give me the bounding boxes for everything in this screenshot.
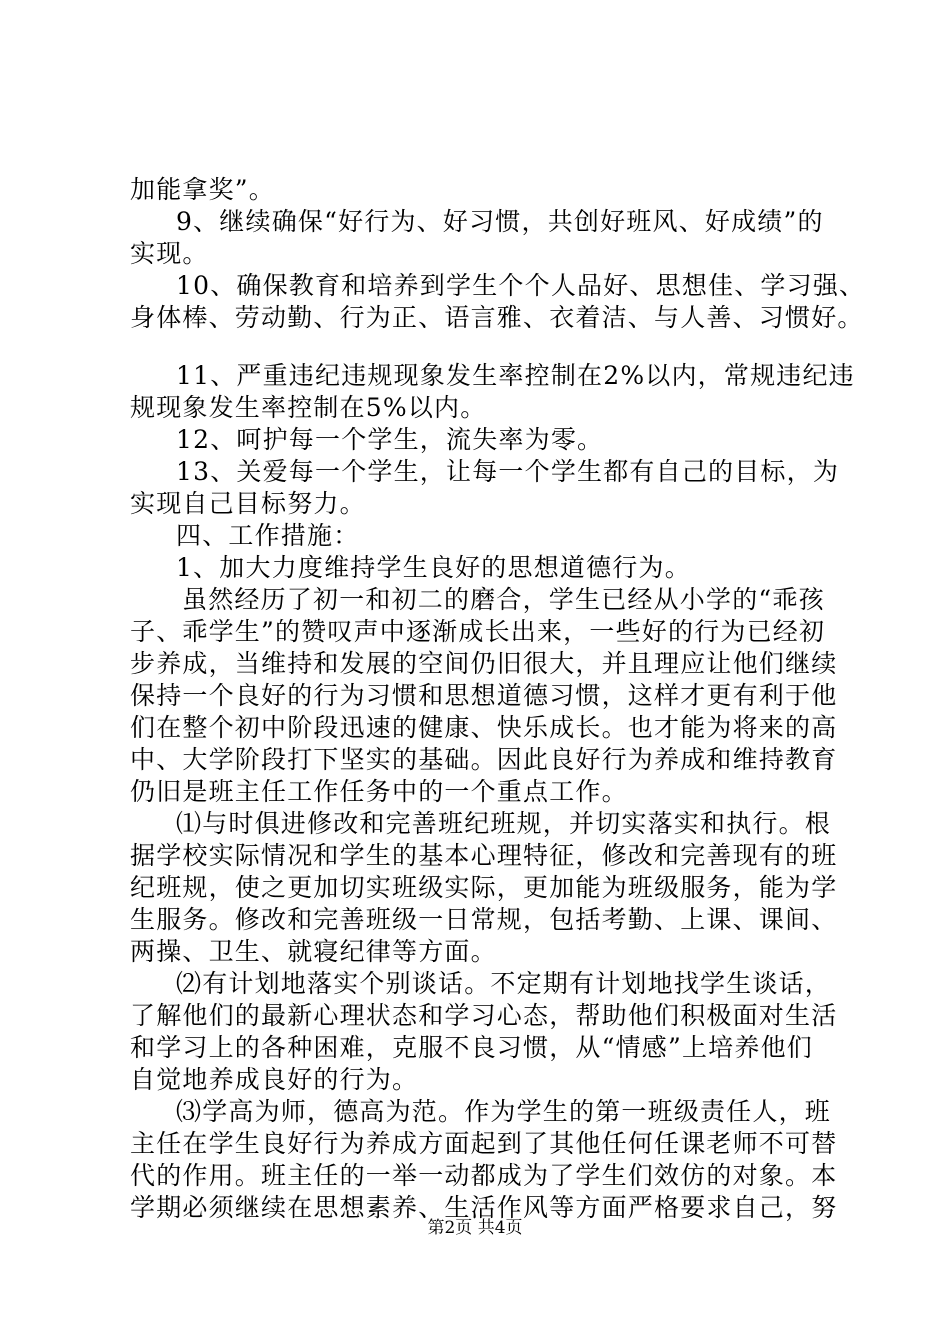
paragraph-line: 学期必须继续在思想素养、生活作风等方面严格要求自己，努 [130, 1193, 838, 1222]
paragraph-line: 12、呵护每一个学生，流失率为零。 [176, 425, 604, 454]
paragraph-line: 子、乖学生”的赞叹声中逐渐成长出来，一些好的行为已经初 [130, 617, 826, 646]
paragraph-line: 实现自己目标努力。 [130, 489, 366, 518]
paragraph-line: 和学习上的各种困难，克服不良习惯，从“情感”上培养他们 [130, 1033, 813, 1062]
paragraph-line: ⑵有计划地落实个别谈话。不定期有计划地找学生谈话， [176, 969, 832, 998]
paragraph-line: 13、关爱每一个学生，让每一个学生都有自己的目标，为 [176, 457, 840, 486]
paragraph-line: 步养成，当维持和发展的空间仍旧很大，并且理应让他们继续 [130, 649, 838, 678]
paragraph-line: ⑴与时俱进修改和完善班纪班规，并切实落实和执行。根 [176, 809, 832, 838]
paragraph-line: 11、严重违纪违规现象发生率控制在2%以内，常规违纪违 [176, 361, 855, 390]
paragraph-line: 实现。 [130, 239, 209, 268]
paragraph-line: 中、大学阶段打下坚实的基础。因此良好行为养成和维持教育 [130, 745, 838, 774]
paragraph-line: 们在整个初中阶段迅速的健康、快乐成长。也才能为将来的高 [130, 713, 838, 742]
paragraph-line: 规现象发生率控制在5%以内。 [130, 393, 487, 422]
paragraph-line: 生服务。修改和完善班级一日常规，包括考勤、上课、课间、 [130, 905, 838, 934]
paragraph-line: 据学校实际情况和学生的基本心理特征，修改和完善现有的班 [130, 841, 838, 870]
paragraph-line: 加能拿奖”。 [130, 175, 275, 204]
paragraph-line: 10、确保教育和培养到学生个个人品好、思想佳、学习强、 [176, 271, 866, 300]
paragraph-line: 虽然经历了初一和初二的磨合，学生已经从小学的“乖孩 [182, 585, 825, 614]
paragraph-line: ⑶学高为师，德高为范。作为学生的第一班级责任人，班 [176, 1097, 832, 1126]
paragraph-line: 身体棒、劳动勤、行为正、语言雅、衣着洁、与人善、习惯好。 [130, 303, 864, 332]
section-heading: 四、工作措施： [176, 521, 360, 550]
paragraph-line: 了解他们的最新心理状态和学习心态，帮助他们积极面对生活 [130, 1001, 838, 1030]
paragraph-line: 自觉地养成良好的行为。 [130, 1065, 419, 1094]
paragraph-line: 纪班规，使之更加切实班级实际，更加能为班级服务，能为学 [130, 873, 838, 902]
paragraph-line: 9、继续确保“好行为、好习惯，共创好班风、好成绩”的 [176, 207, 824, 236]
paragraph-line: 两操、卫生、就寝纪律等方面。 [130, 937, 497, 966]
subsection-heading: 1、加大力度维持学生良好的思想道德行为。 [176, 553, 691, 582]
page-number-footer: 第2页 共4页 [427, 1218, 523, 1238]
paragraph-line: 仍旧是班主任工作任务中的一个重点工作。 [130, 777, 628, 806]
paragraph-line: 保持一个良好的行为习惯和思想道德习惯，这样才更有利于他 [130, 681, 838, 710]
paragraph-line: 主任在学生良好行为养成方面起到了其他任何任课老师不可替 [130, 1129, 838, 1158]
paragraph-line: 代的作用。班主任的一举一动都成为了学生们效仿的对象。本 [130, 1161, 838, 1190]
